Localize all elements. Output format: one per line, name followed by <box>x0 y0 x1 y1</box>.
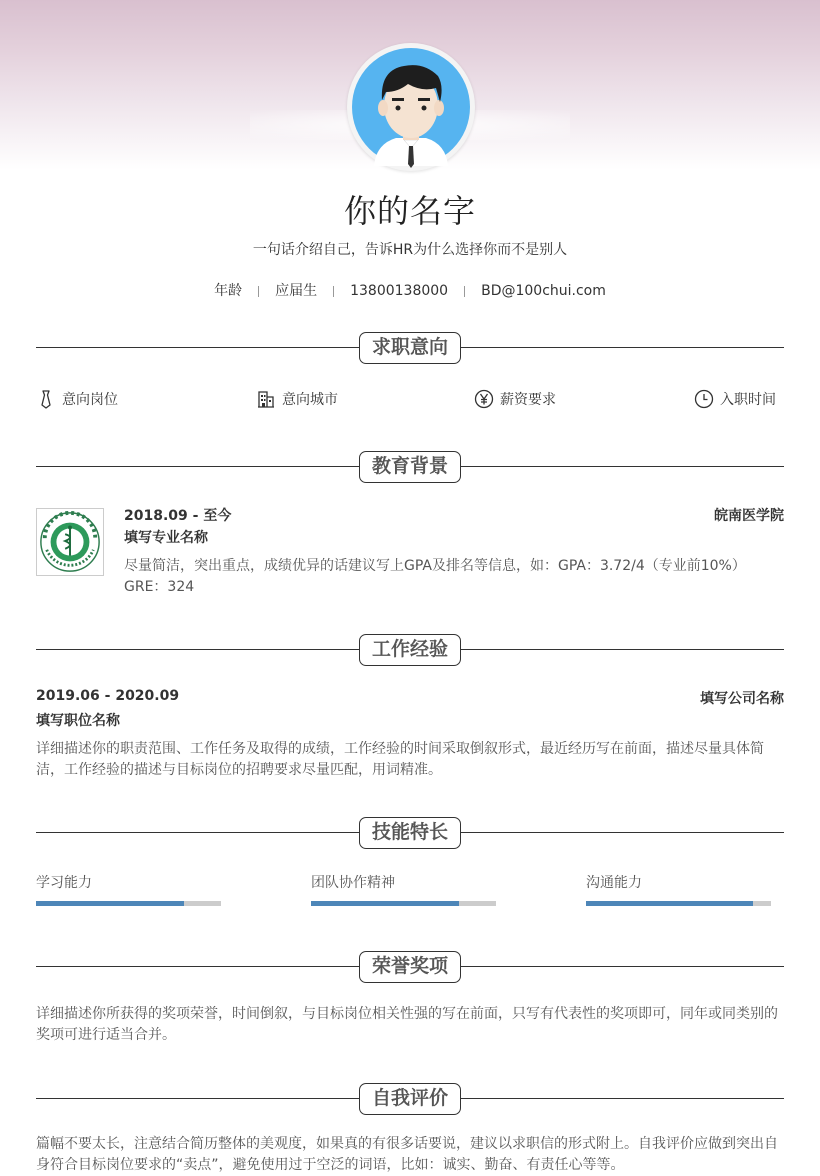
intent-salary-label: 薪资要求 <box>500 392 556 408</box>
skill-bar-fill <box>586 901 753 906</box>
education-period: 2018.09 - 至今 <box>124 508 232 524</box>
clock-icon <box>694 389 714 409</box>
section-title-skills: 技能特长 <box>359 817 461 849</box>
intent-city-label: 意向城市 <box>282 392 338 408</box>
school-seal-icon <box>37 509 103 575</box>
skill-name: 学习能力 <box>36 875 92 891</box>
tagline: 一句话介绍自己，告诉HR为什么选择你而不是别人 <box>252 242 568 258</box>
skill-item <box>586 872 771 892</box>
building-icon <box>256 389 276 409</box>
email[interactable]: BD@100chui.com <box>481 283 606 299</box>
skill-item <box>36 872 221 892</box>
status: 应届生 <box>275 283 318 299</box>
section-education <box>36 451 784 485</box>
skill-name: 团队协作精神 <box>311 875 395 891</box>
skill-name: 沟通能力 <box>586 875 642 891</box>
section-skills <box>36 817 784 851</box>
major-name: 填写专业名称 <box>124 530 208 546</box>
intent-position-label: 意向岗位 <box>62 392 118 408</box>
skill-bar <box>586 901 771 906</box>
intent-salary <box>474 388 556 410</box>
age: 年龄 <box>214 283 243 299</box>
contact-row <box>0 280 820 300</box>
phone[interactable]: 13800138000 <box>350 283 449 299</box>
section-work <box>36 634 784 668</box>
avatar-icon <box>352 48 470 166</box>
work-period: 2019.06 - 2020.09 <box>36 688 180 704</box>
work-description: 详细描述你的职责范围、工作任务及取得的成绩，工作经验的时间采取倒叙形式，最近经历写在前面，描述尽量具体简洁，工作经验的描述与目标岗位的招聘要求尽量匹配，用词精准。 <box>36 741 764 778</box>
company-name: 填写公司名称 <box>700 691 784 707</box>
skill-bar <box>311 901 496 906</box>
skill-bar-fill <box>36 901 184 906</box>
intent-start-time-label: 入职时间 <box>720 392 776 408</box>
section-self-evaluation <box>36 1083 784 1117</box>
section-title-intent: 求职意向 <box>359 332 461 364</box>
section-title-work: 工作经验 <box>359 634 461 666</box>
school-logo <box>36 508 104 576</box>
section-title-self-evaluation: 自我评价 <box>359 1083 461 1115</box>
school-name: 皖南医学院 <box>714 508 784 524</box>
section-title-education: 教育背景 <box>359 451 461 483</box>
skill-bar <box>36 901 221 906</box>
tie-icon <box>36 389 56 409</box>
section-intent <box>36 332 784 366</box>
avatar <box>347 43 475 171</box>
intent-city <box>256 388 338 410</box>
position-name: 填写职位名称 <box>36 713 120 729</box>
intent-start-time <box>694 388 776 410</box>
self-evaluation-description: 篇幅不要太长，注意结合简历整体的美观度，如果真的有很多话要说，建议以求职信的形式附上。自我评价应做到突出自身符合目标岗位要求的“卖点”，避免使用过于空泛的词语，比如：诚实、勤奋、有责任心等等。 <box>36 1136 778 1173</box>
section-honors <box>36 951 784 985</box>
intent-position <box>36 388 118 410</box>
section-title-honors: 荣誉奖项 <box>359 951 461 983</box>
candidate-name: 你的名字 <box>343 192 476 230</box>
yen-icon <box>474 389 494 409</box>
skill-bar-fill <box>311 901 459 906</box>
skill-item <box>311 872 496 892</box>
intent-row <box>36 388 784 410</box>
honors-description: 详细描述你所获得的奖项荣誉，时间倒叙，与目标岗位相关性强的写在前面，只写有代表性的奖项即可，同年或同类别的奖项可进行适当合并。 <box>36 1006 778 1043</box>
education-description: 尽量简洁，突出重点，成绩优异的话建议写上GPA及排名等信息，如：GPA：3.72/4（专业前10%） GRE：324 <box>124 558 746 595</box>
